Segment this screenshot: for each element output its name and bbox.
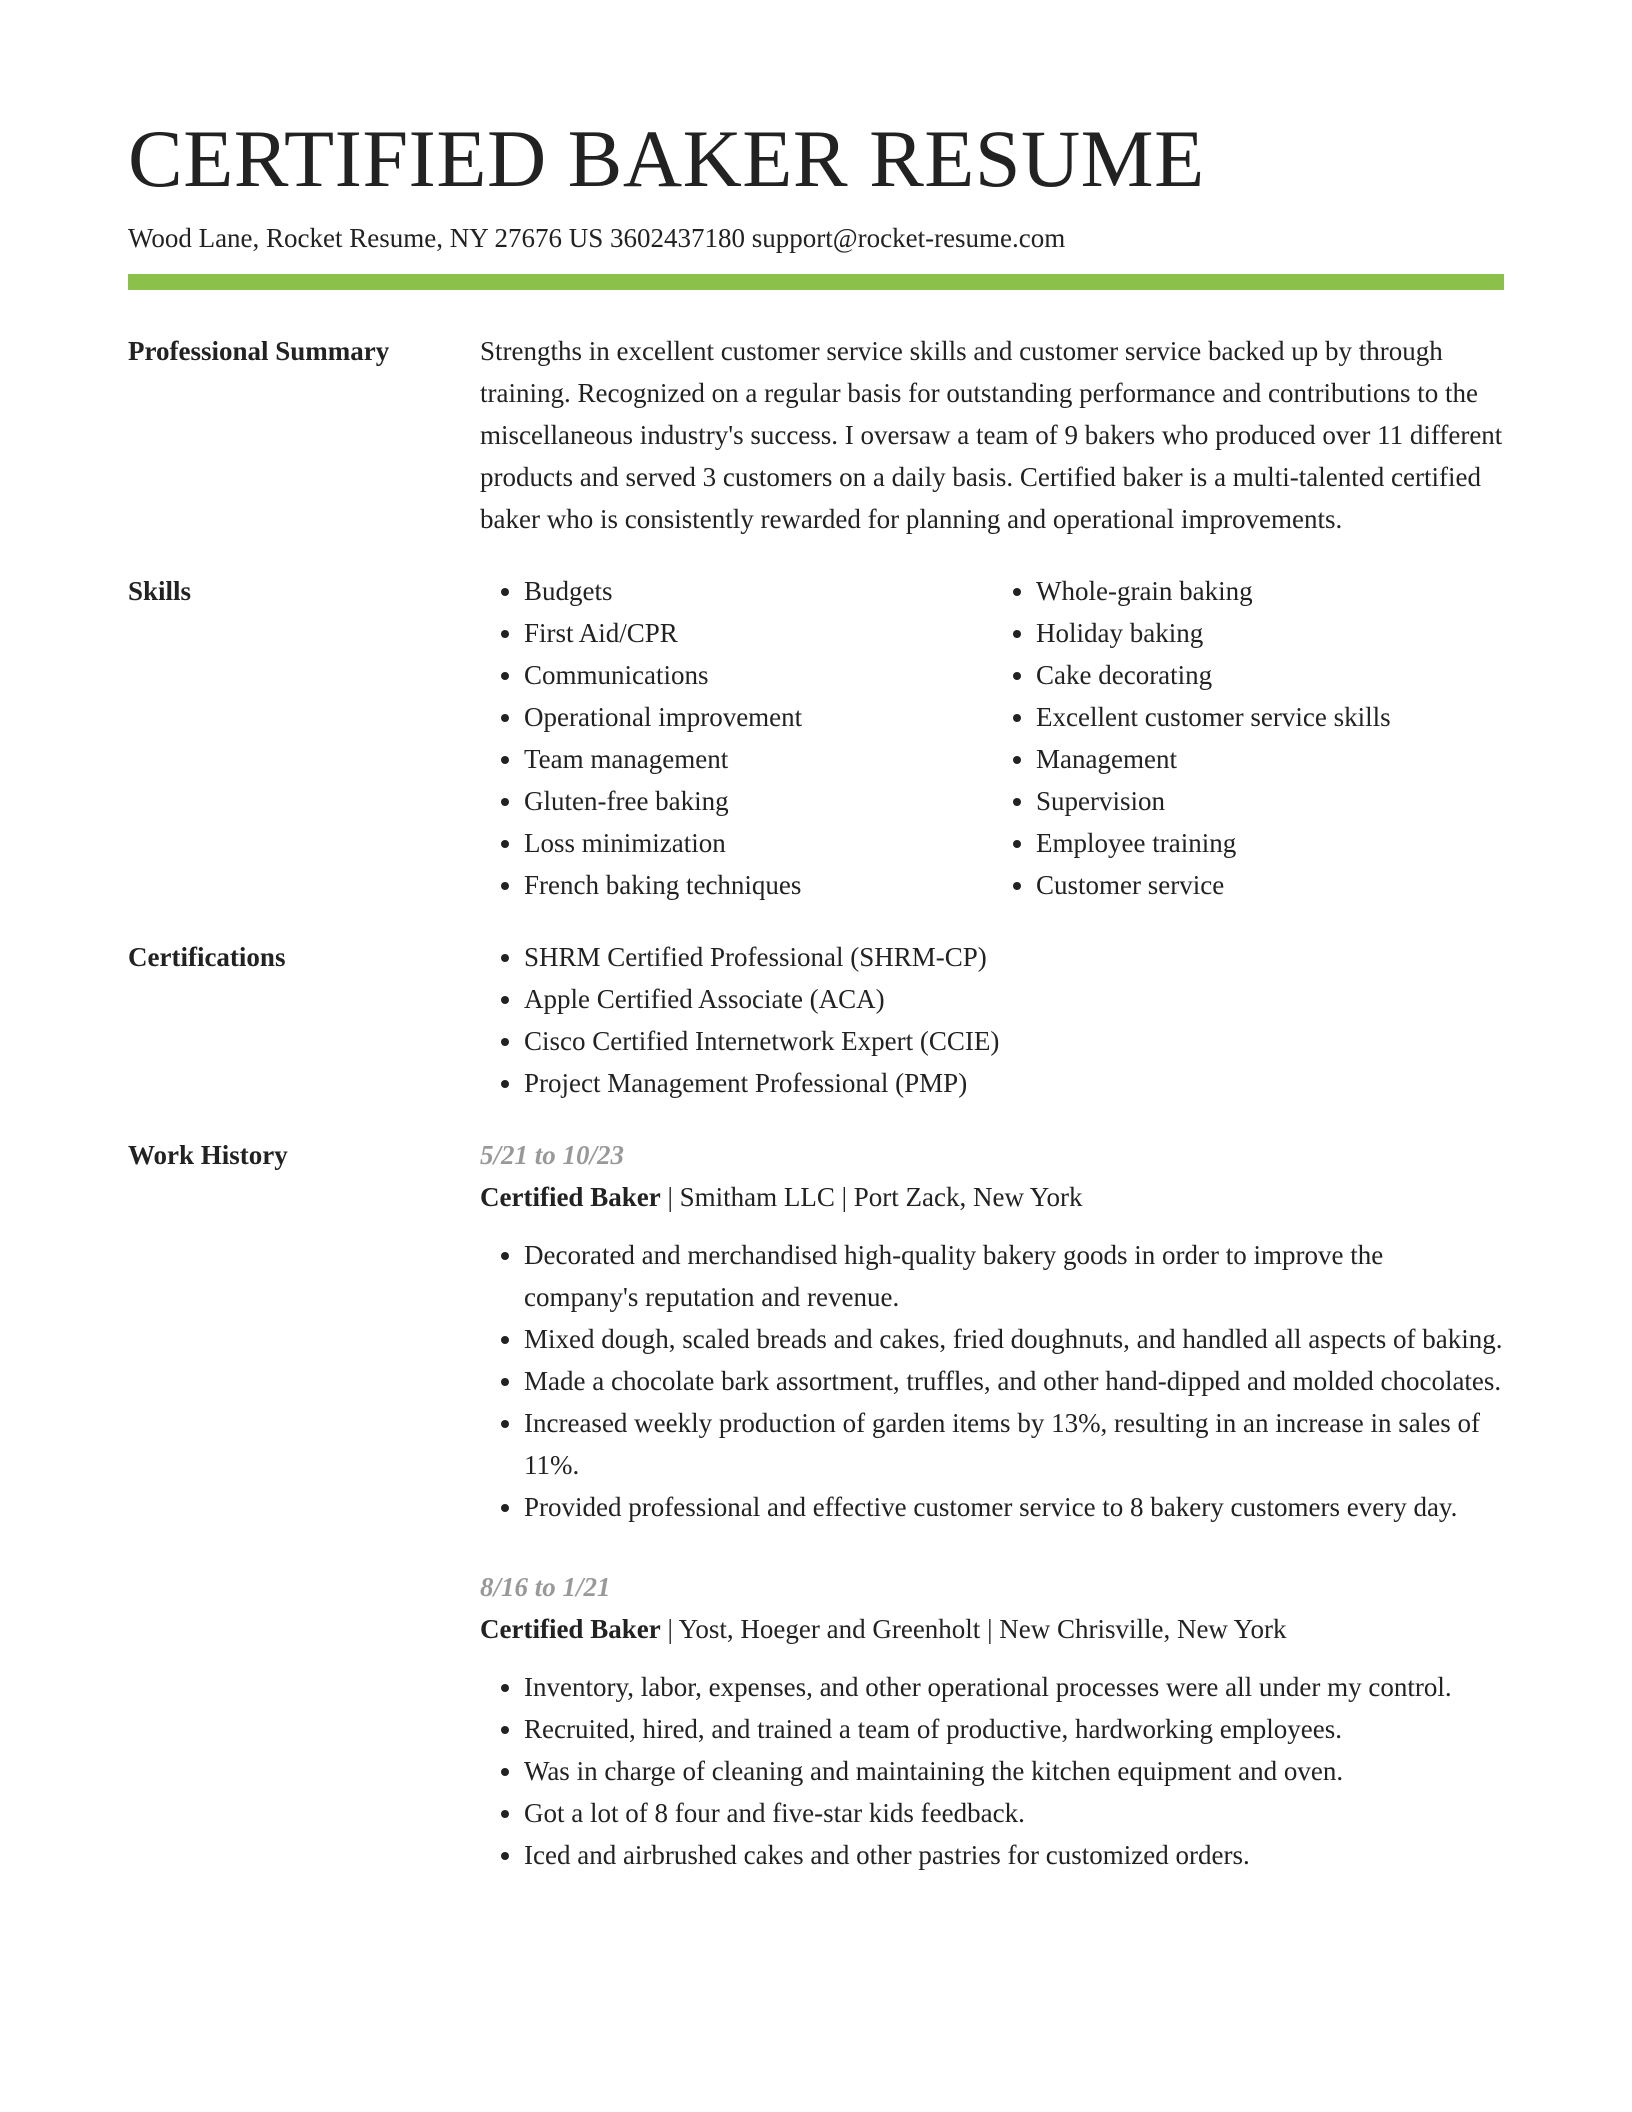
skill-item: • Operational improvement: [524, 696, 992, 738]
skill-item: • Whole-grain baking: [1036, 570, 1504, 612]
summary-body: [480, 330, 1504, 540]
job-dates: 8/16 to 1/21: [480, 1572, 611, 1603]
skill-item: • Customer service: [1036, 864, 1504, 906]
skill-item: • Management: [1036, 738, 1504, 780]
job-bullet: • Provided professional and effective customer service to 8 bakery customers every day.: [524, 1486, 1504, 1528]
job-bullet: • Iced and airbrushed cakes and other pastries for customized orders.: [524, 1834, 1504, 1876]
resume-title: CERTIFIED BAKER RESUME: [128, 113, 1205, 204]
job-dates: 5/21 to 10/23: [480, 1140, 625, 1171]
section-title-certifications: Certifications: [128, 942, 286, 973]
job-bullet: • Inventory, labor, expenses, and other operational processes were all under my control.: [524, 1666, 1504, 1708]
certification-item: • Project Management Professional (PMP): [524, 1062, 1504, 1104]
skill-item: • First Aid/CPR: [524, 612, 992, 654]
header-divider: [128, 274, 1504, 290]
job-company-location: | Smitham LLC | Port Zack, New York: [660, 1182, 1083, 1213]
job-bullet: • Decorated and merchandised high-quality bakery goods in order to improve the company's reputation and revenue.: [524, 1234, 1504, 1318]
job-role: Certified Baker: [480, 1182, 661, 1213]
skill-item: • Team management: [524, 738, 992, 780]
skill-item: • Holiday baking: [1036, 612, 1504, 654]
job-bullet: • Increased weekly production of garden items by 13%, resulting in an increase in sales of 11%.: [524, 1402, 1504, 1486]
job-bullet: • Got a lot of 8 four and five-star kids feedback.: [524, 1792, 1504, 1834]
section-title-work-history: Work History: [128, 1140, 288, 1171]
certifications-section: [128, 936, 1504, 1104]
skills-section: [128, 570, 1504, 906]
skill-item: • Cake decorating: [1036, 654, 1504, 696]
job-bullet: • Recruited, hired, and trained a team of productive, hardworking employees.: [524, 1708, 1504, 1750]
skill-item: • Communications: [524, 654, 992, 696]
certifications-body: [480, 936, 1504, 1104]
job-bullets: [480, 1666, 1504, 1876]
skills-list-right: [992, 570, 1504, 906]
skills-list-left: [480, 570, 992, 906]
skill-item: • Excellent customer service skills: [1036, 696, 1504, 738]
certification-item: • Apple Certified Associate (ACA): [524, 978, 1504, 1020]
job-bullet: • Made a chocolate bark assortment, truffles, and other hand-dipped and molded chocolates.: [524, 1360, 1504, 1402]
skill-item: • Gluten-free baking: [524, 780, 992, 822]
job-role: Certified Baker: [480, 1614, 661, 1645]
certification-item: • Cisco Certified Internetwork Expert (CCIE): [524, 1020, 1504, 1062]
skill-item: • Budgets: [524, 570, 992, 612]
contact-line: Wood Lane, Rocket Resume, NY 27676 US 3602437180 support@rocket-resume.com: [128, 223, 1066, 253]
job-bullets: [480, 1234, 1504, 1528]
certifications-list: [480, 936, 1504, 1104]
job-bullet: • Mixed dough, scaled breads and cakes, fried doughnuts, and handled all aspects of baking.: [524, 1318, 1504, 1360]
work-history-section: [128, 1134, 1504, 1876]
skill-item: • Loss minimization: [524, 822, 992, 864]
job-company-location: | Yost, Hoeger and Greenholt | New Chrisville, New York: [660, 1614, 1287, 1645]
job-entry: [480, 1566, 1504, 1876]
skills-body: [480, 570, 1504, 906]
section-title-skills: Skills: [128, 576, 192, 607]
certification-item: • SHRM Certified Professional (SHRM-CP): [524, 936, 1504, 978]
job-header: [480, 1608, 1504, 1650]
job-header: [480, 1176, 1504, 1218]
job-bullet: • Was in charge of cleaning and maintaining the kitchen equipment and oven.: [524, 1750, 1504, 1792]
job-entry: [480, 1134, 1504, 1528]
skill-item: • Supervision: [1036, 780, 1504, 822]
summary-text: Strengths in excellent customer service skills and customer service backed up by through training. Recognized on a regular basis for outstanding performance and contributions to the miscellaneous industry's success. I oversaw a team of 9 bakers who produced over 11 different products and served 3 customers on a daily basis. Certified baker is a multi-talented certified baker who is consistently rewarded for planning and operational improvements.: [480, 336, 1503, 535]
skill-item: • Employee training: [1036, 822, 1504, 864]
section-title-summary: Professional Summary: [128, 336, 390, 367]
summary-section: [128, 330, 1504, 540]
work-history-body: [480, 1134, 1504, 1876]
skill-item: • French baking techniques: [524, 864, 992, 906]
